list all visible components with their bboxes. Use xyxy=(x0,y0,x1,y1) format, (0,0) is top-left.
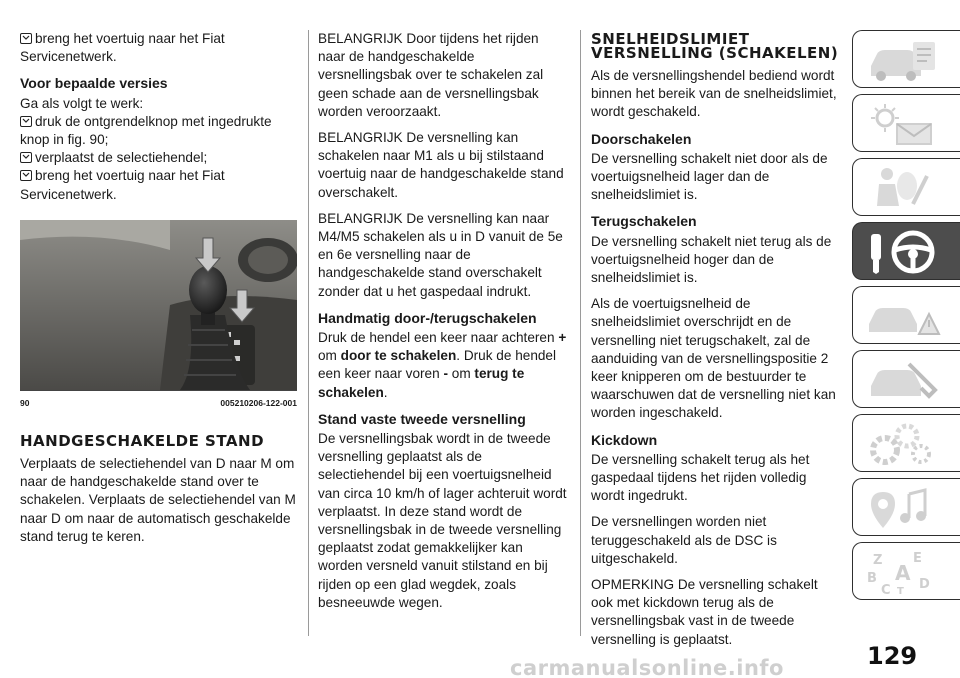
multimedia-icon xyxy=(863,484,943,532)
paragraph: Als de voertuigsnelheid de snelheidslimiet overschrijdt en de versnelling niet terugschakelt, zal de aanduiding van de versnellingspositie 2 keer knipperen om de bestuurder te waarschuwen dat de versnelling niet kan worden ingeschakeld. xyxy=(591,296,836,421)
breakdown-icon xyxy=(863,292,943,340)
column-1 xyxy=(20,30,297,554)
figure-number: 90 xyxy=(20,397,30,408)
index-letter: A xyxy=(895,561,911,585)
airbag-safety-icon xyxy=(863,164,943,212)
tab-multimedia[interactable] xyxy=(852,478,960,536)
figure-code: 005210206-122-001 xyxy=(220,397,297,408)
paragraph: OPMERKING De versnelling schakelt ook met kickdown terug als de versnellingsbak vast in de tweede versnelling is geplaatst. xyxy=(591,577,818,647)
column-2 xyxy=(318,30,568,620)
list-item: verplaatst de selectiehendel; xyxy=(20,149,297,167)
subheading: Terugschakelen xyxy=(591,213,697,230)
paragraph: De versnelling schakelt terug als het gaspedaal tijdens het rijden volledig wordt ingedrukt. xyxy=(591,451,810,504)
subheading: Handmatig door-/terugschakelen xyxy=(318,309,537,326)
tab-car-info[interactable] xyxy=(852,30,960,88)
subheading: Kickdown xyxy=(591,431,658,448)
gear-lever-photo xyxy=(20,220,297,390)
list-item: druk de ontgrendelknop met ingedrukte knop in fig. 90; xyxy=(20,113,272,148)
tab-starting-driving[interactable] xyxy=(852,222,960,280)
paragraph: De versnelling schakelt niet terug als de voertuigsnelheid hoger dan de snelheidslimiet is. xyxy=(591,233,832,286)
index-letter: C xyxy=(881,583,891,596)
index-icon xyxy=(863,548,943,596)
car-info-icon xyxy=(863,36,943,84)
tab-emergency[interactable] xyxy=(852,286,960,344)
section-heading: SNELHEIDSLIMIET VERSNELLING (SCHAKELEN) xyxy=(591,30,839,62)
paragraph: BELANGRIJK De versnelling kan schakelen naar M1 als u bij stilstaand voertuig naar de handgeschakelde stand overschakelt. xyxy=(318,130,564,200)
list-item: breng het voertuig naar het Fiat Servicenetwerk. xyxy=(20,168,225,202)
subheading: Stand vaste tweede versnelling xyxy=(318,410,526,427)
tab-technical-data[interactable] xyxy=(852,414,960,472)
paragraph: Ga als volgt te werk: xyxy=(20,95,144,111)
subheading: Voor bepaalde versies xyxy=(20,75,168,92)
arrow-bullet-icon xyxy=(20,152,32,163)
arrow-bullet-icon xyxy=(20,170,32,181)
figure-caption xyxy=(20,390,297,412)
paragraph: De versnellingsbak wordt in de tweede versnelling geplaatst als de selectiehendel bij een voertuigsnelheid van circa 10 km/h of lager achteruit wordt verplaatst. In deze stand wordt de versnellingsbak in de tweede versnelling geplaatst zodat gemakkelijker kan worden versneld vanuit stilstand en bij rijden op een glad wegdek, zoals besneeuwde wegen. xyxy=(318,431,567,610)
minus-sign: - xyxy=(443,366,448,382)
gears-tech-icon xyxy=(863,420,943,468)
index-letter: E xyxy=(913,551,922,566)
index-letter: T xyxy=(897,586,904,596)
arrow-bullet-icon xyxy=(20,33,32,44)
page-number: 129 xyxy=(867,642,918,670)
arrow-bullet-icon xyxy=(20,116,32,127)
key-steering-wheel-icon xyxy=(863,228,943,276)
tab-index[interactable] xyxy=(852,542,960,600)
column-3 xyxy=(591,30,841,657)
paragraph: De versnellingen worden niet teruggeschakeld als de DSC is uitgeschakeld. xyxy=(591,514,777,566)
watermark: carmanualsonline.info xyxy=(510,656,784,678)
paragraph: Verplaats de selectiehendel van D naar M om naar de handgeschakelde stand over te schakelen. Verplaats de selectiehendel van M naar D om naar de automatisch geschakelde stand terug te keren. xyxy=(20,456,296,544)
tab-maintenance[interactable] xyxy=(852,350,960,408)
paragraph: Als de versnellingshendel bediend wordt binnen het bereik van de snelheidslimiet, wordt geschakeld. xyxy=(591,68,837,120)
column-divider xyxy=(580,30,581,636)
index-letter: B xyxy=(867,571,877,586)
maintenance-icon xyxy=(863,356,943,404)
paragraph: De versnelling schakelt niet door als de voertuigsnelheid lager dan de snelheidslimiet is. xyxy=(591,150,828,203)
tab-safety[interactable] xyxy=(852,158,960,216)
index-letter: Z xyxy=(873,553,883,568)
section-heading: HANDGESCHAKELDE STAND xyxy=(20,432,265,451)
paragraph: BELANGRIJK De versnelling kan naar M4/M5 schakelen als u in D vanuit de 5e en 6e versnelling naar de handgeschakelde stand overschakelt zonder dat u het gaspedaal indrukt. xyxy=(318,210,563,299)
paragraph: Druk de hendel een keer naar achteren + om door te schakelen. Druk de hendel een keer naar voren - om terug te schakelen. xyxy=(318,330,567,400)
subheading: Doorschakelen xyxy=(591,130,692,147)
warning-lights-icon xyxy=(863,100,943,148)
plus-sign: + xyxy=(558,330,567,346)
paragraph: BELANGRIJK Door tijdens het rijden naar de handgeschakelde versnellingsbak over te schakelen zal geen schade aan de versnellingsbak worden veroorzaakt. xyxy=(318,31,544,119)
index-letter: D xyxy=(919,577,930,592)
chapter-tabs xyxy=(852,30,960,606)
paragraph: breng het voertuig naar het Fiat Servicenetwerk. xyxy=(20,31,225,65)
column-divider xyxy=(308,30,309,636)
tab-warning-lights[interactable] xyxy=(852,94,960,152)
